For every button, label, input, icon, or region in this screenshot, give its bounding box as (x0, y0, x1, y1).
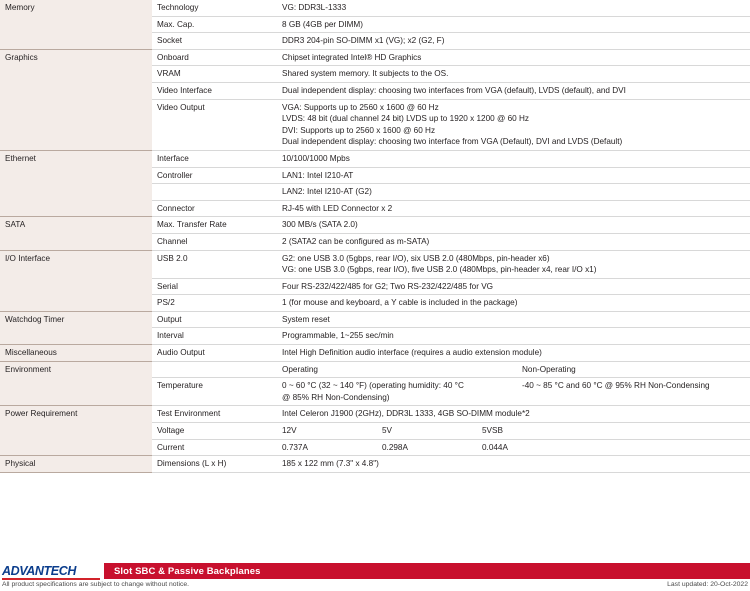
sub-label: Max. Cap. (152, 16, 277, 33)
category-ethernet: Ethernet (0, 150, 152, 216)
table-row (0, 361, 750, 378)
sub-label: Controller (152, 167, 277, 184)
sub-label: Technology (152, 0, 277, 16)
sub-value: VG: DDR3L-1333 (277, 0, 750, 16)
value-column-non-operating: -40 ~ 85 °C and 60 °C @ 95% RH Non-Condensing (522, 381, 710, 391)
sub-label: Video Interface (152, 82, 277, 99)
sub-label: VRAM (152, 66, 277, 83)
value-column-5vsb: 5VSB (482, 426, 503, 436)
footer-disclaimer: All product specifications are subject to change without notice. (2, 581, 190, 588)
category-miscellaneous: Miscellaneous (0, 345, 152, 362)
category-sata: SATA (0, 217, 152, 250)
sub-value: System reset (277, 311, 750, 328)
value-column-5v: 0.298A (382, 442, 408, 452)
table-row (0, 345, 750, 362)
sub-value: Intel Celeron J1900 (2GHz), DDR3L 1333, 4GB SO-DIMM module*2 (277, 406, 750, 423)
value-column-non-operating: Non-Operating (522, 364, 576, 374)
category-memory: Memory (0, 0, 152, 49)
sub-label: Current (152, 439, 277, 456)
category-watchdog-timer: Watchdog Timer (0, 311, 152, 344)
sub-label: Dimensions (L x H) (152, 456, 277, 473)
sub-value (277, 99, 750, 150)
table-row (0, 0, 750, 16)
footer-bar (0, 562, 750, 579)
sub-value: 185 x 122 mm (7.3" x 4.8") (277, 456, 750, 473)
value-line: 0 ~ 60 °C (32 ~ 140 °F) (operating humidity: 40 °C (282, 381, 464, 391)
sub-value: 10/100/1000 Mpbs (277, 150, 750, 167)
sub-label: Onboard (152, 49, 277, 66)
sub-label (152, 361, 277, 378)
value-column-5v: 5V (382, 426, 393, 436)
value-column-operating: Operating (282, 364, 318, 374)
value-line: Dual independent display: choosing two interface from VGA (Default), DVI and LVDS (Default) (282, 137, 623, 147)
sub-value: 300 MB/s (SATA 2.0) (277, 217, 750, 234)
sub-value: Dual independent display: choosing two interfaces from VGA (default), LVDS (default), and DVI (277, 82, 750, 99)
table-row (0, 250, 750, 278)
sub-value: Programmable, 1~255 sec/min (277, 328, 750, 345)
sub-value (277, 439, 750, 456)
value-line: @ 85% RH Non-Condensing) (282, 392, 390, 402)
sub-value: 1 (for mouse and keyboard, a Y cable is included in the package) (277, 295, 750, 312)
sub-label: Test Environment (152, 406, 277, 423)
table-row (0, 406, 750, 423)
sub-label: Audio Output (152, 345, 277, 362)
value-line: G2: one USB 3.0 (5gbps, rear I/O), six USB 2.0 (480Mbps, pin-header x6) (282, 253, 550, 263)
category-power-requirement: Power Requirement (0, 406, 152, 456)
footer-note (0, 579, 750, 591)
value-column-5vsb: 0.044A (482, 442, 508, 452)
sub-value (277, 361, 750, 378)
sub-label: Voltage (152, 423, 277, 440)
sub-value: LAN1: Intel I210-AT (277, 167, 750, 184)
sub-label: Socket (152, 33, 277, 50)
value-column-12v: 12V (282, 426, 297, 436)
value-column-operating (282, 380, 522, 403)
sub-label: Interface (152, 150, 277, 167)
sub-value: DDR3 204-pin SO-DIMM x1 (VG); x2 (G2, F) (277, 33, 750, 50)
sub-label: Max. Transfer Rate (152, 217, 277, 234)
sub-value: LAN2: Intel I210-AT (G2) (277, 184, 750, 201)
sub-label: Connector (152, 200, 277, 217)
sub-label (152, 184, 277, 201)
sub-label: Temperature (152, 378, 277, 406)
sub-label: Interval (152, 328, 277, 345)
advantech-logo-text: ADVANTECH (2, 564, 76, 578)
sub-label: PS/2 (152, 295, 277, 312)
table-row (0, 49, 750, 66)
sub-label: USB 2.0 (152, 250, 277, 278)
sub-label: Output (152, 311, 277, 328)
category-io-interface: I/O Interface (0, 250, 152, 311)
sub-value: Intel High Definition audio interface (requires a audio extension module) (277, 345, 750, 362)
value-line: VGA: Supports up to 2560 x 1600 @ 60 Hz (282, 102, 439, 112)
table-row (0, 217, 750, 234)
sub-value: 8 GB (4GB per DIMM) (277, 16, 750, 33)
sub-value: 2 (SATA2 can be configured as m-SATA) (277, 233, 750, 250)
sub-value: Chipset integrated Intel® HD Graphics (277, 49, 750, 66)
footer-section-title: Slot SBC & Passive Backplanes (104, 563, 750, 579)
value-line: DVI: Supports up to 2560 x 1600 @ 60 Hz (282, 125, 436, 135)
value-column-12v: 0.737A (282, 442, 308, 452)
sub-value: Four RS-232/422/485 for G2; Two RS-232/422/485 for VG (277, 278, 750, 295)
advantech-logo (0, 563, 104, 579)
sub-value: RJ-45 with LED Connector x 2 (277, 200, 750, 217)
category-environment: Environment (0, 361, 152, 406)
value-line: VG: one USB 3.0 (5gbps, rear I/O), five USB 2.0 (480Mbps, pin-header x4, rear I/O x1) (282, 265, 597, 275)
sub-label: Serial (152, 278, 277, 295)
logo-underline (2, 578, 100, 581)
footer-last-updated: Last updated: 20-Oct-2022 (667, 581, 748, 588)
value-line: LVDS: 48 bit (dual channel 24 bit) LVDS up to 1920 x 1200 @ 60 Hz (282, 114, 529, 124)
sub-value: Shared system memory. It subjects to the OS. (277, 66, 750, 83)
sub-value (277, 378, 750, 406)
category-physical: Physical (0, 456, 152, 473)
page-footer (0, 562, 750, 591)
category-graphics: Graphics (0, 49, 152, 150)
table-row (0, 150, 750, 167)
table-row (0, 456, 750, 473)
sub-label: Channel (152, 233, 277, 250)
table-row (0, 311, 750, 328)
sub-value (277, 250, 750, 278)
sub-value (277, 423, 750, 440)
sub-label: Video Output (152, 99, 277, 150)
